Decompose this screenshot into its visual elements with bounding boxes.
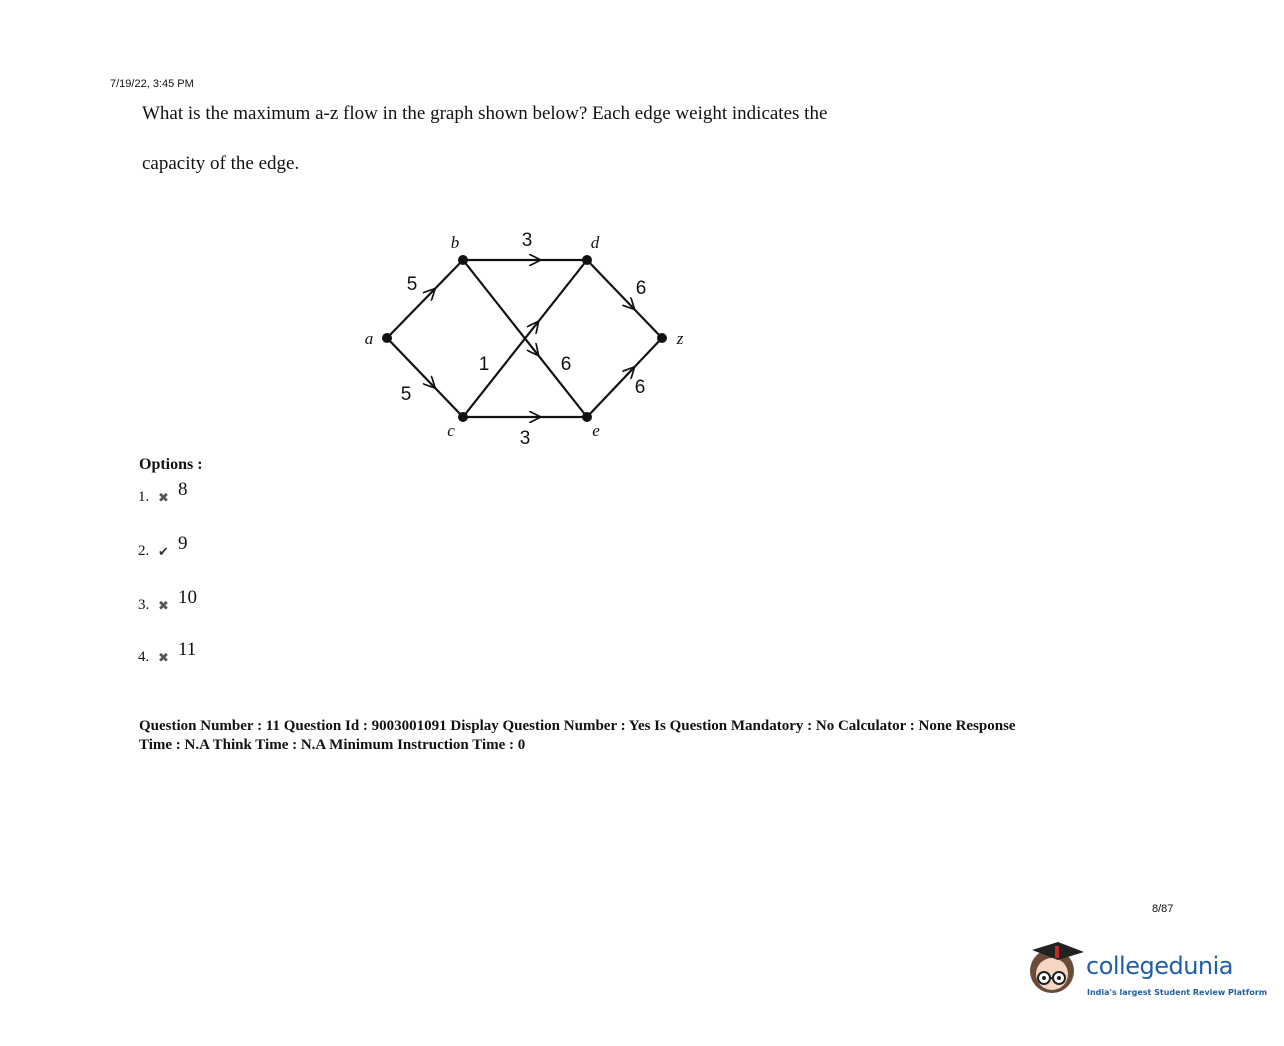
edge-capacity-label: 3 <box>519 428 531 449</box>
options-label: Options : <box>139 456 203 473</box>
option-number: 2. <box>138 543 150 559</box>
node-a <box>382 333 392 343</box>
metadata-line-2: Time : N.A Think Time : N.A Minimum Instruction Time : 0 <box>139 737 526 753</box>
question-text-line-1: What is the maximum a-z flow in the graph shown below? Each edge weight indicates the <box>142 103 828 124</box>
node-label: e <box>592 421 600 440</box>
option-value: 8 <box>178 479 188 500</box>
edge-arrow-a-c <box>419 371 431 384</box>
edge-arrow-d-z <box>619 293 631 305</box>
brand-name: collegedunia <box>1086 952 1234 980</box>
node-e <box>582 412 592 422</box>
node-c <box>458 412 468 422</box>
edge-capacity-label: 3 <box>521 230 533 251</box>
option-value: 10 <box>178 587 197 608</box>
option-4 <box>138 639 197 666</box>
metadata-line-1: Question Number : 11 Question Id : 9003001091 Display Question Number : Yes Is Question Mandatory : No Calculator : None Response <box>139 718 1016 734</box>
node-label: a <box>364 329 374 348</box>
wrong-mark-icon: ✖ <box>158 598 169 613</box>
mascot-icon <box>1030 942 1084 993</box>
check-mark-icon: ✔ <box>158 544 169 559</box>
option-2 <box>138 533 188 560</box>
print-timestamp: 7/19/22, 3:45 PM <box>110 78 194 90</box>
node-label: d <box>590 233 600 252</box>
node-label: b <box>450 233 460 252</box>
option-value: 9 <box>178 533 188 554</box>
question-metadata <box>139 717 1139 755</box>
edge-arrow-e-z <box>619 371 631 384</box>
node-label: c <box>447 421 455 440</box>
option-number: 4. <box>138 649 150 665</box>
node-b <box>458 255 468 265</box>
node-d <box>582 255 592 265</box>
edge-arrow-a-b <box>419 293 431 305</box>
option-value: 11 <box>178 639 197 660</box>
flow-network-diagram <box>355 225 695 450</box>
edge-capacity-label: 5 <box>406 274 418 295</box>
edge-capacity-label: 6 <box>634 377 646 398</box>
wrong-mark-icon: ✖ <box>158 650 169 665</box>
option-number: 1. <box>138 489 150 505</box>
graph-edges <box>387 260 662 417</box>
option-3 <box>138 587 197 614</box>
brand-tagline: India's largest Student Review Platform <box>1087 988 1268 997</box>
option-1 <box>138 479 188 506</box>
edge-capacity-label: 1 <box>478 354 490 375</box>
wrong-mark-icon: ✖ <box>158 490 169 505</box>
question-text-line-2: capacity of the edge. <box>142 153 300 174</box>
page-number: 8/87 <box>1152 903 1174 915</box>
edge-capacity-label: 6 <box>560 354 572 375</box>
node-z <box>657 333 667 343</box>
edge-capacity-label: 5 <box>400 384 412 405</box>
option-number: 3. <box>138 597 150 613</box>
edge-capacity-label: 6 <box>635 278 647 299</box>
node-label: z <box>676 329 684 348</box>
